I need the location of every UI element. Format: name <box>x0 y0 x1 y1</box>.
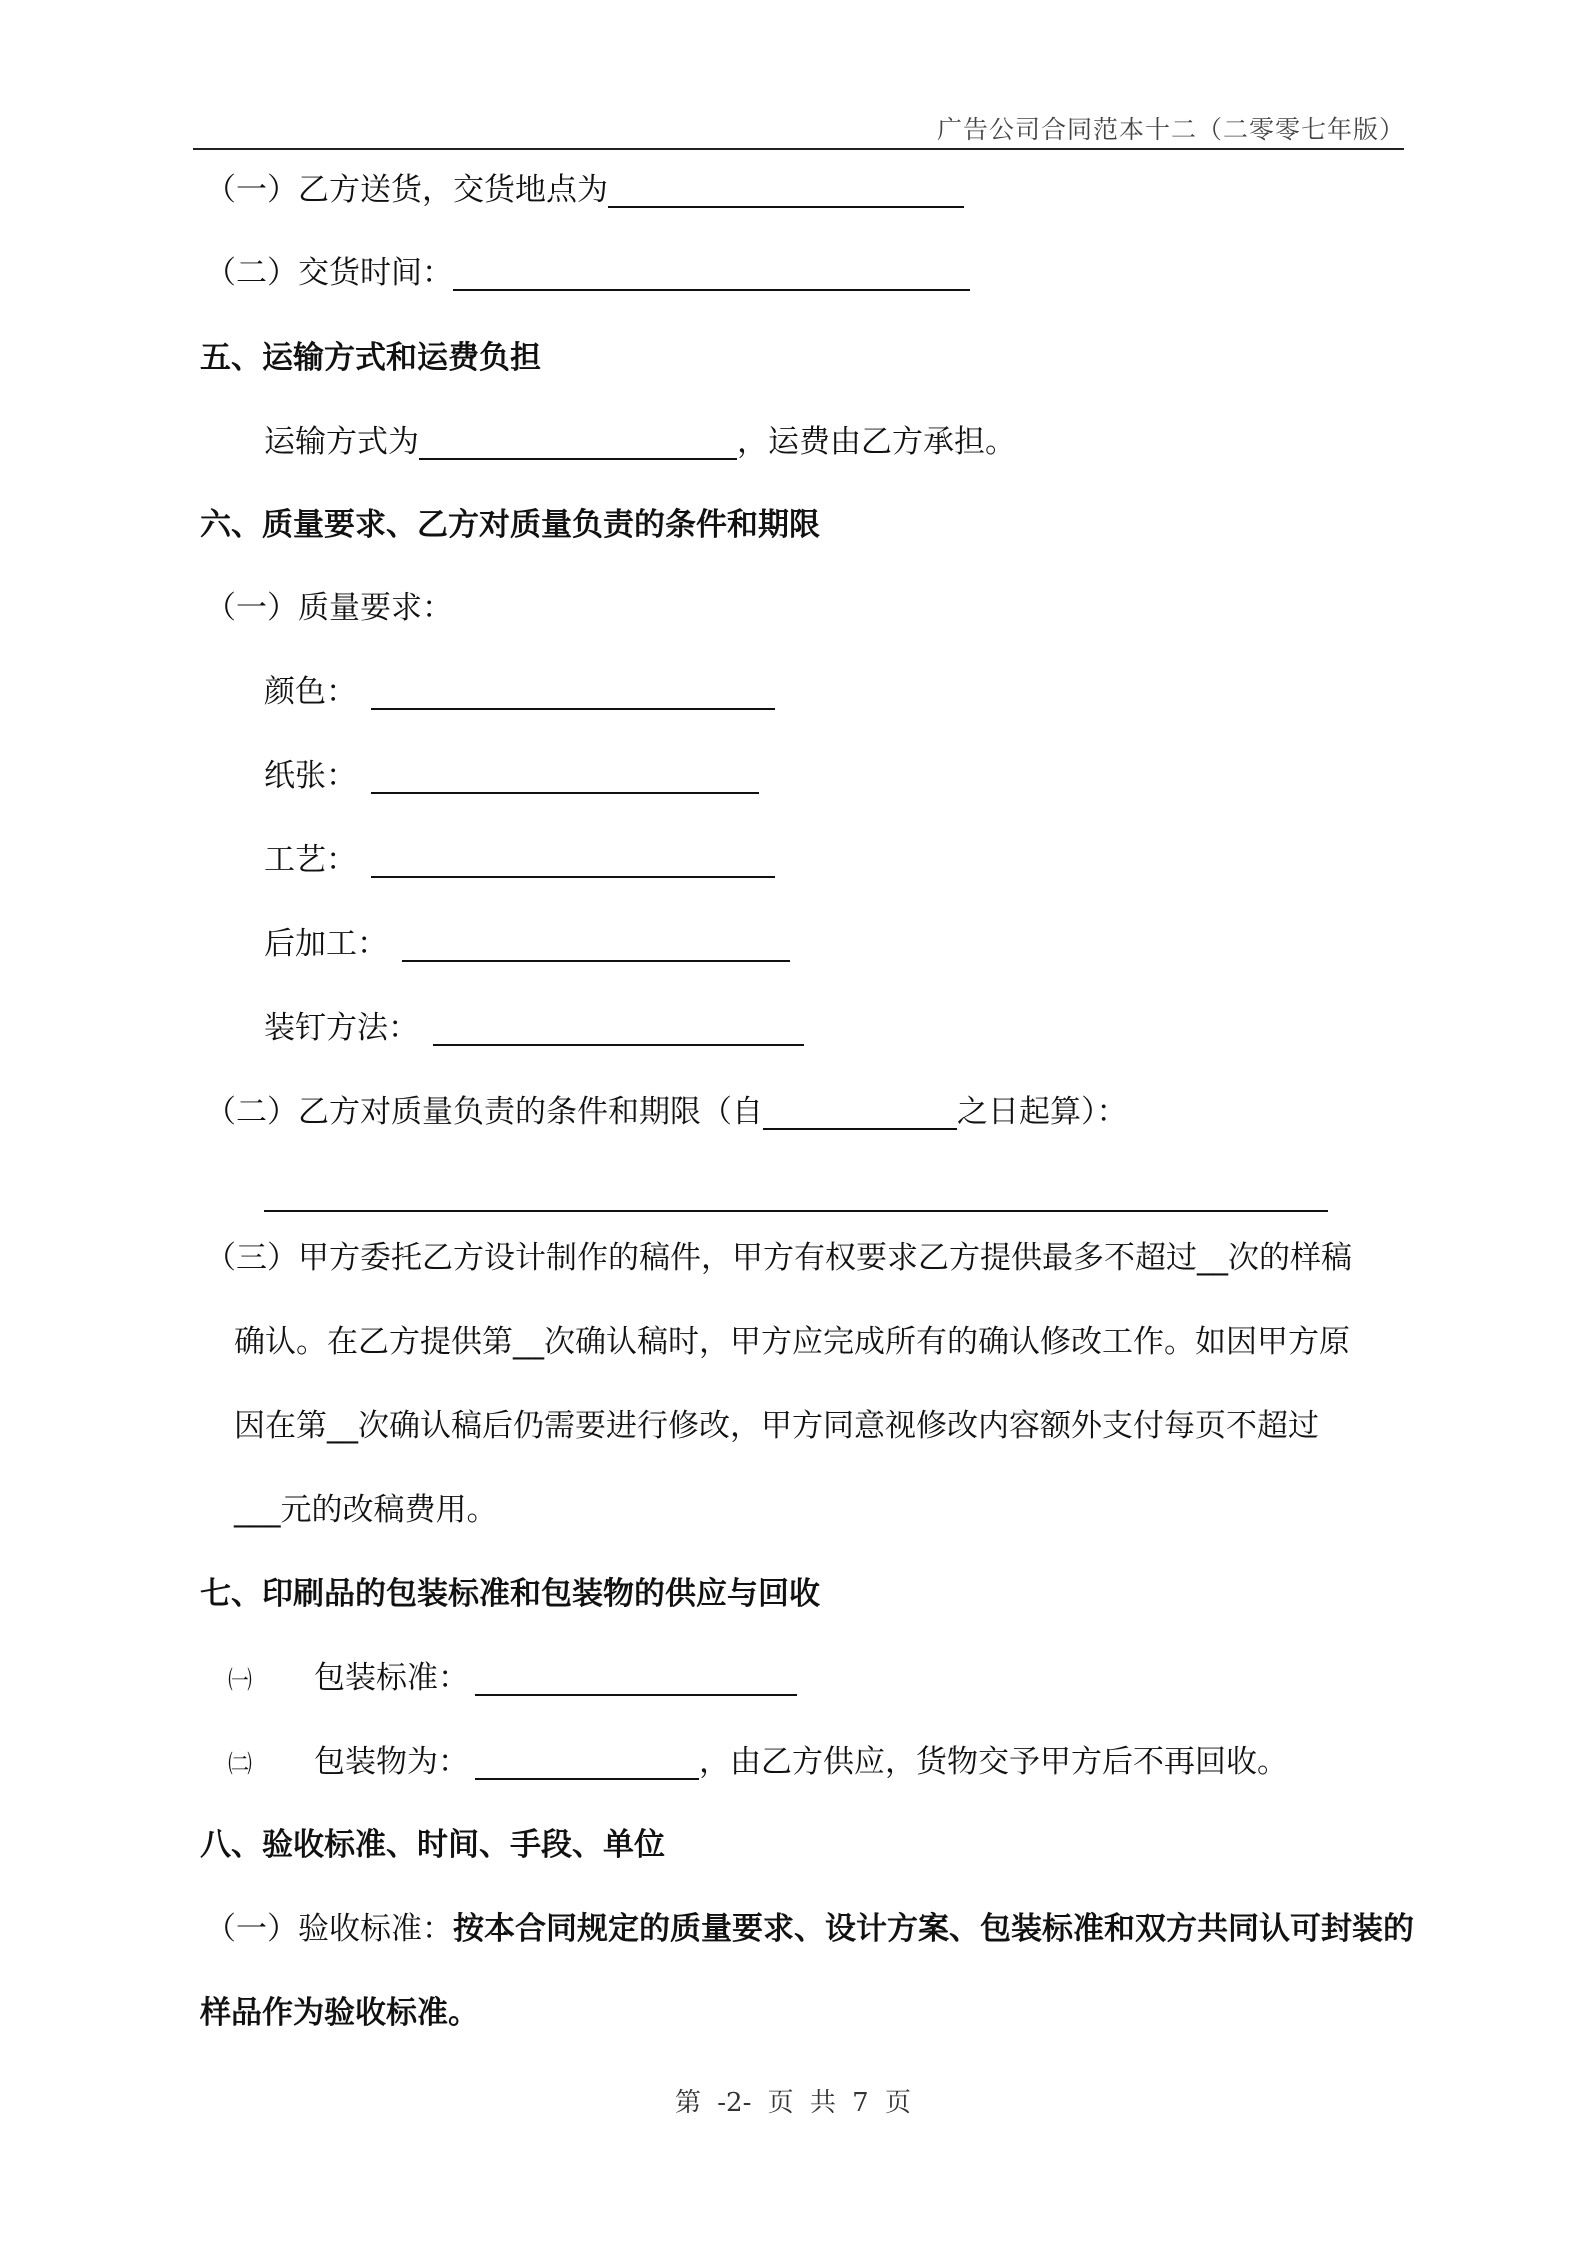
acceptance-standard-label: （一）验收标准： <box>205 1911 453 1947</box>
craft-line <box>264 840 775 880</box>
acceptance-standard-text-2: 样品作为验收标准。 <box>200 1995 479 2031</box>
quality-responsibility-suffix: 之日起算）： <box>957 1094 1128 1130</box>
packaging-material-line <box>228 1742 1288 1784</box>
transport-method-blank[interactable] <box>419 424 737 460</box>
section-8-heading: 八、验收标准、时间、手段、单位 <box>200 1827 665 1863</box>
draft-clause-number: （三） <box>205 1240 298 1276</box>
packaging-item-1-number: ㈠ <box>228 1666 252 1694</box>
page-number: 第 -2- 页 共 7 页 <box>675 2088 911 2118</box>
quality-start-date-blank[interactable] <box>763 1094 957 1130</box>
packaging-material-text: ，由乙方供应，货物交予甲方后不再回收。 <box>699 1744 1288 1780</box>
color-line <box>264 672 775 712</box>
paper-line <box>264 756 759 796</box>
color-blank[interactable] <box>371 674 775 710</box>
section-5-heading: 五、运输方式和运费负担 <box>200 340 541 376</box>
binding-line <box>264 1008 804 1048</box>
delivery-location-blank[interactable] <box>608 172 964 208</box>
acceptance-standard-line <box>205 1909 1414 1949</box>
draft-clause-line-3: 因在第__次确认稿后仍需要进行修改，甲方同意视修改内容额外支付每页不超过 <box>234 1408 1319 1444</box>
post-processing-label: 后加工： <box>264 926 388 962</box>
quality-conditions-blank[interactable] <box>264 1210 1328 1212</box>
transport-fee-text: ，运费由乙方承担。 <box>737 424 1016 460</box>
binding-label: 装钉方法： <box>264 1010 419 1046</box>
acceptance-standard-text: 按本合同规定的质量要求、设计方案、包装标准和双方共同认可封装的 <box>453 1911 1414 1947</box>
craft-blank[interactable] <box>371 842 775 878</box>
delivery-time-blank[interactable] <box>453 255 970 291</box>
delivery-location-label: （一）乙方送货，交货地点为 <box>205 172 608 208</box>
page-header-title: 广告公司合同范本十二（二零零七年版） <box>936 115 1405 144</box>
header-divider <box>193 148 1404 150</box>
draft-clause-line-1 <box>205 1238 1352 1278</box>
packaging-item-2-number: ㈡ <box>228 1750 252 1778</box>
draft-clause-text-1: 甲方委托乙方设计制作的稿件，甲方有权要求乙方提供最多不超过__次的样稿 <box>298 1240 1352 1276</box>
packaging-material-blank[interactable] <box>475 1744 699 1780</box>
delivery-time-label: （二）交货时间： <box>205 255 453 291</box>
quality-responsibility-label: （二）乙方对质量负责的条件和期限（自 <box>205 1094 763 1130</box>
quality-responsibility-line <box>205 1092 1128 1132</box>
quality-requirements-label: （一）质量要求： <box>205 590 453 626</box>
color-label: 颜色： <box>264 674 357 710</box>
packaging-standard-blank[interactable] <box>475 1660 797 1696</box>
section-7-heading: 七、印刷品的包装标准和包装物的供应与回收 <box>200 1576 820 1612</box>
paper-label: 纸张： <box>264 758 357 794</box>
transport-line <box>264 422 1016 462</box>
post-processing-line <box>264 924 790 964</box>
delivery-time-line <box>205 253 970 293</box>
binding-blank[interactable] <box>433 1010 804 1046</box>
draft-clause-line-4: ___元的改稿费用。 <box>234 1492 498 1528</box>
post-processing-blank[interactable] <box>402 926 790 962</box>
packaging-standard-line <box>228 1658 797 1700</box>
draft-clause-line-2: 确认。在乙方提供第__次确认稿时，甲方应完成所有的确认修改工作。如因甲方原 <box>234 1324 1350 1360</box>
craft-label: 工艺： <box>264 842 357 878</box>
packaging-standard-label: 包装标准： <box>314 1660 469 1696</box>
section-6-heading: 六、质量要求、乙方对质量负责的条件和期限 <box>200 507 820 543</box>
transport-label: 运输方式为 <box>264 424 419 460</box>
paper-blank[interactable] <box>371 758 759 794</box>
packaging-material-label: 包装物为： <box>314 1744 469 1780</box>
delivery-location-line <box>205 170 964 210</box>
